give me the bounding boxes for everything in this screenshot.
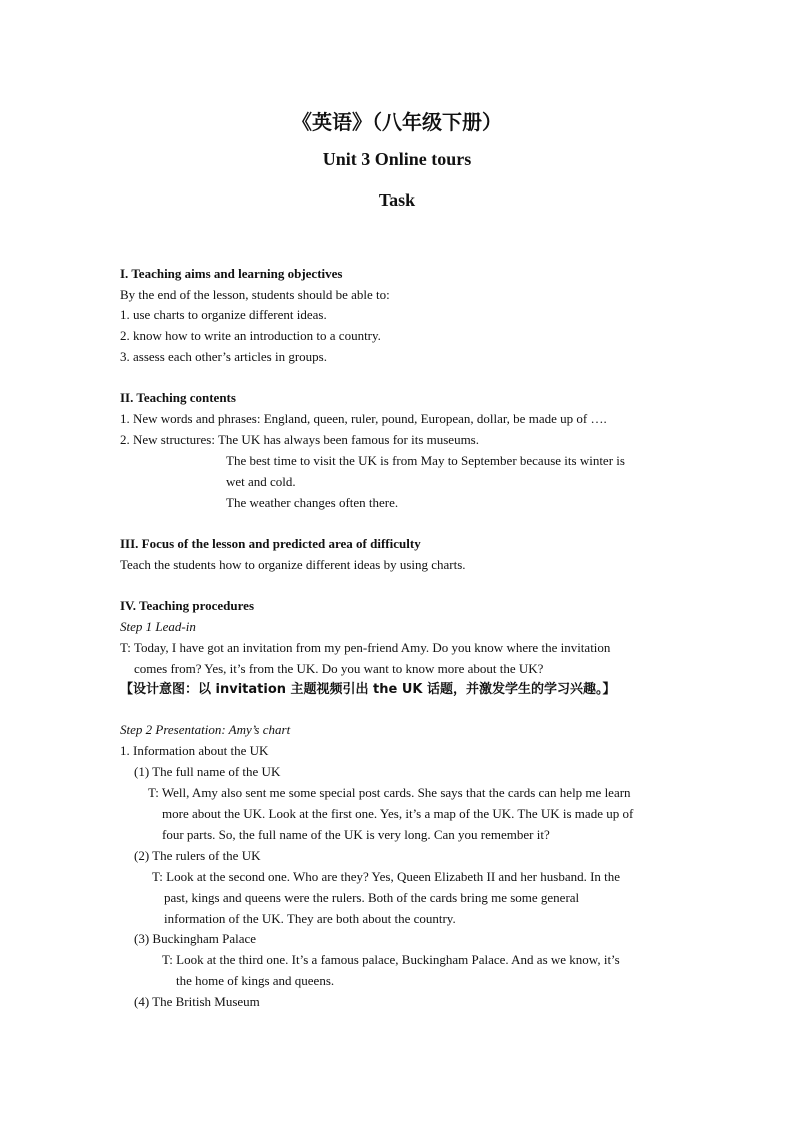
aims-intro: By the end of the lesson, students should be able to: bbox=[120, 287, 390, 302]
aims-item: 2. know how to write an introduction to a country. bbox=[120, 328, 381, 343]
book-title: 《英语》（八年级下册） bbox=[292, 110, 502, 134]
step2-title: Step 2 Presentation: Amy’s chart bbox=[120, 722, 291, 737]
sub2-line: information of the UK. They are both about the country. bbox=[164, 911, 456, 926]
aims-item: 1. use charts to organize different ideas. bbox=[120, 307, 327, 322]
section-title: Task bbox=[378, 190, 416, 210]
sub-title-palace: (3) Buckingham Palace bbox=[134, 931, 257, 946]
sub-title-full-name: (1) The full name of the UK bbox=[134, 764, 281, 779]
section-heading-procedures: IV. Teaching procedures bbox=[120, 598, 255, 613]
section-heading-aims: I. Teaching aims and learning objectives bbox=[120, 266, 343, 281]
unit-title: Unit 3 Online tours bbox=[322, 149, 472, 169]
sub2-line: past, kings and queens were the rulers. Both of the cards bring me some general bbox=[164, 890, 580, 905]
sub1-line: T: Well, Amy also sent me some special post cards. She says that the cards can help me learn bbox=[148, 785, 631, 800]
step1-line: T: Today, I have got an invitation from my pen-friend Amy. Do you know where the invitation bbox=[120, 640, 611, 655]
section-heading-contents: II. Teaching contents bbox=[120, 390, 236, 405]
info-title: 1. Information about the UK bbox=[120, 743, 269, 758]
design-note: 【设计意图：以 invitation 主题视频引出 the UK 话题，并激发学生的学习兴趣。】 bbox=[120, 682, 616, 697]
sub-title-museum: (4) The British Museum bbox=[134, 994, 260, 1009]
contents-structure: The best time to visit the UK is from May to September because its winter is bbox=[226, 453, 625, 468]
sub3-line: T: Look at the third one. It’s a famous palace, Buckingham Palace. And as we know, it’s bbox=[162, 952, 620, 967]
sub2-line: T: Look at the second one. Who are they? Yes, Queen Elizabeth II and her husband. In the bbox=[152, 869, 621, 884]
section-heading-focus: III. Focus of the lesson and predicted area of difficulty bbox=[120, 536, 421, 551]
step1-title: Step 1 Lead-in bbox=[120, 619, 196, 634]
sub3-line: the home of kings and queens. bbox=[176, 973, 335, 988]
contents-structure: The weather changes often there. bbox=[226, 495, 399, 510]
contents-structure: wet and cold. bbox=[226, 474, 296, 489]
sub1-line: more about the UK. Look at the first one. Yes, it’s a map of the UK. The UK is made up of bbox=[162, 806, 634, 821]
contents-words: 1. New words and phrases: England, queen, ruler, pound, European, dollar, be made up of …. bbox=[120, 411, 607, 426]
focus-text: Teach the students how to organize different ideas by using charts. bbox=[120, 557, 466, 572]
step1-line: comes from? Yes, it’s from the UK. Do you want to know more about the UK? bbox=[134, 661, 544, 676]
sub1-line: four parts. So, the full name of the UK is very long. Can you remember it? bbox=[162, 827, 550, 842]
contents-structures-label: 2. New structures: The UK has always been famous for its museums. bbox=[120, 432, 479, 447]
sub-title-rulers: (2) The rulers of the UK bbox=[134, 848, 261, 863]
aims-item: 3. assess each other’s articles in groups. bbox=[120, 349, 327, 364]
